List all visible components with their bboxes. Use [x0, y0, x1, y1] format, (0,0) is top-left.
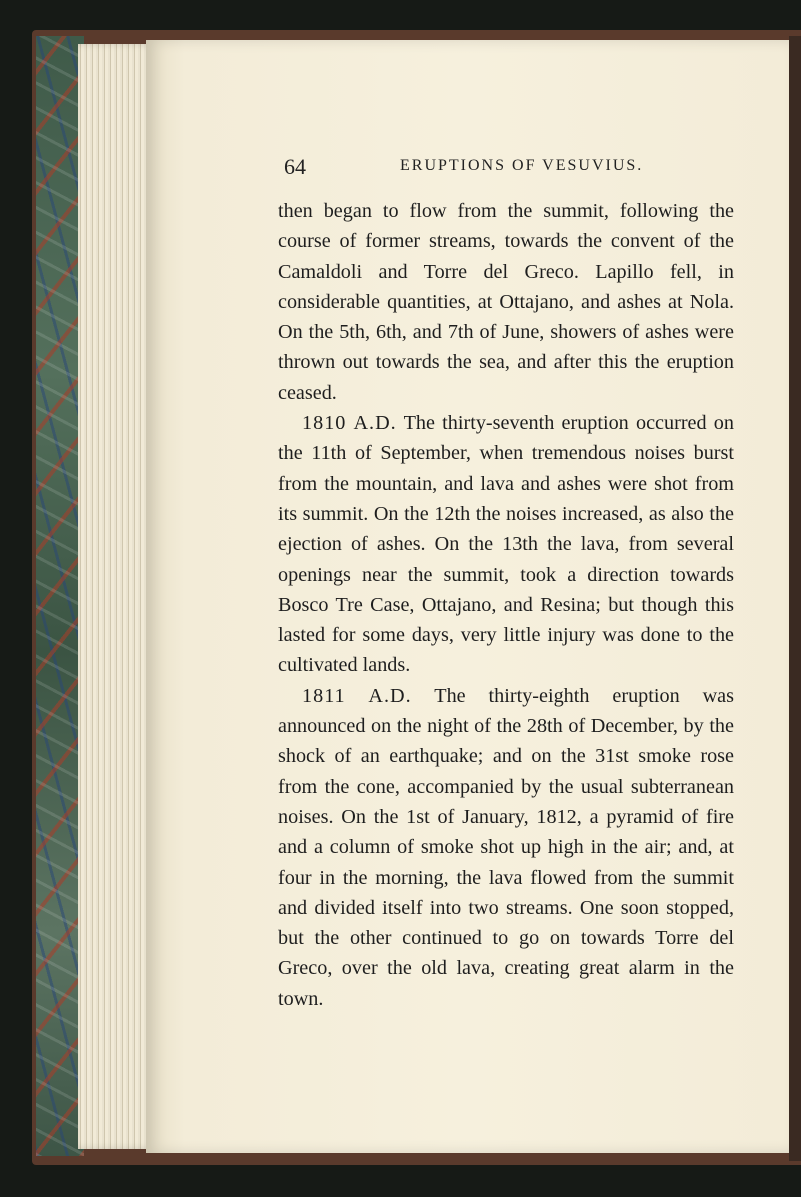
- page-number: 64: [284, 154, 306, 179]
- paragraph-text: then began to flow from the summit, following the course of former streams, towards the convent of the Camaldoli and Torre del Greco. Lapillo fell, in considerable quantities, at Ottajano, and ashes at Nola. On the 5th, 6th, and 7th of June, showers of ashes were thrown out towards the sea, and after this the eruption ceased.: [278, 200, 734, 404]
- paragraph: [278, 408, 734, 681]
- running-title: ERUPTIONS OF VESUVIUS.: [400, 157, 644, 174]
- cover-edge: [789, 36, 801, 1161]
- paragraph-text: The thirty-seventh eruption occurred on the 11th of September, when tremendous noises burst from the mountain, and lava and ashes were shot from its summit. On the 12th the noises increased, as also the ejection of ashes. On the 13th the lava, from several openings near the summit, took a direction towards Bosco Tre Case, Ottajano, and Resina; but though this lasted for some days, very little injury was done to the cultivated lands.: [278, 412, 734, 677]
- running-head: [284, 154, 730, 184]
- marbled-endpaper: [36, 36, 84, 1156]
- paragraph: [278, 196, 734, 408]
- paragraph-year: 1811 A.D.: [302, 684, 412, 707]
- paragraph: [278, 681, 734, 1014]
- body-text: [278, 196, 734, 1014]
- paragraph-text: The thirty-eighth eruption was announced on the night of the 28th of December, by the shock of an earthquake; and on the 31st smoke rose from the cone, accompanied by the usual subterranean noises. On the 1st of January, 1812, a pyramid of fire and a column of smoke shot up high in the air; and, at four in the morning, the lava flowed from the summit and divided itself into two streams. One soon stopped, but the other continued to go on towards Torre del Greco, over the old lava, creating great alarm in the town.: [278, 684, 734, 1010]
- paragraph-year: 1810 A.D.: [302, 412, 397, 435]
